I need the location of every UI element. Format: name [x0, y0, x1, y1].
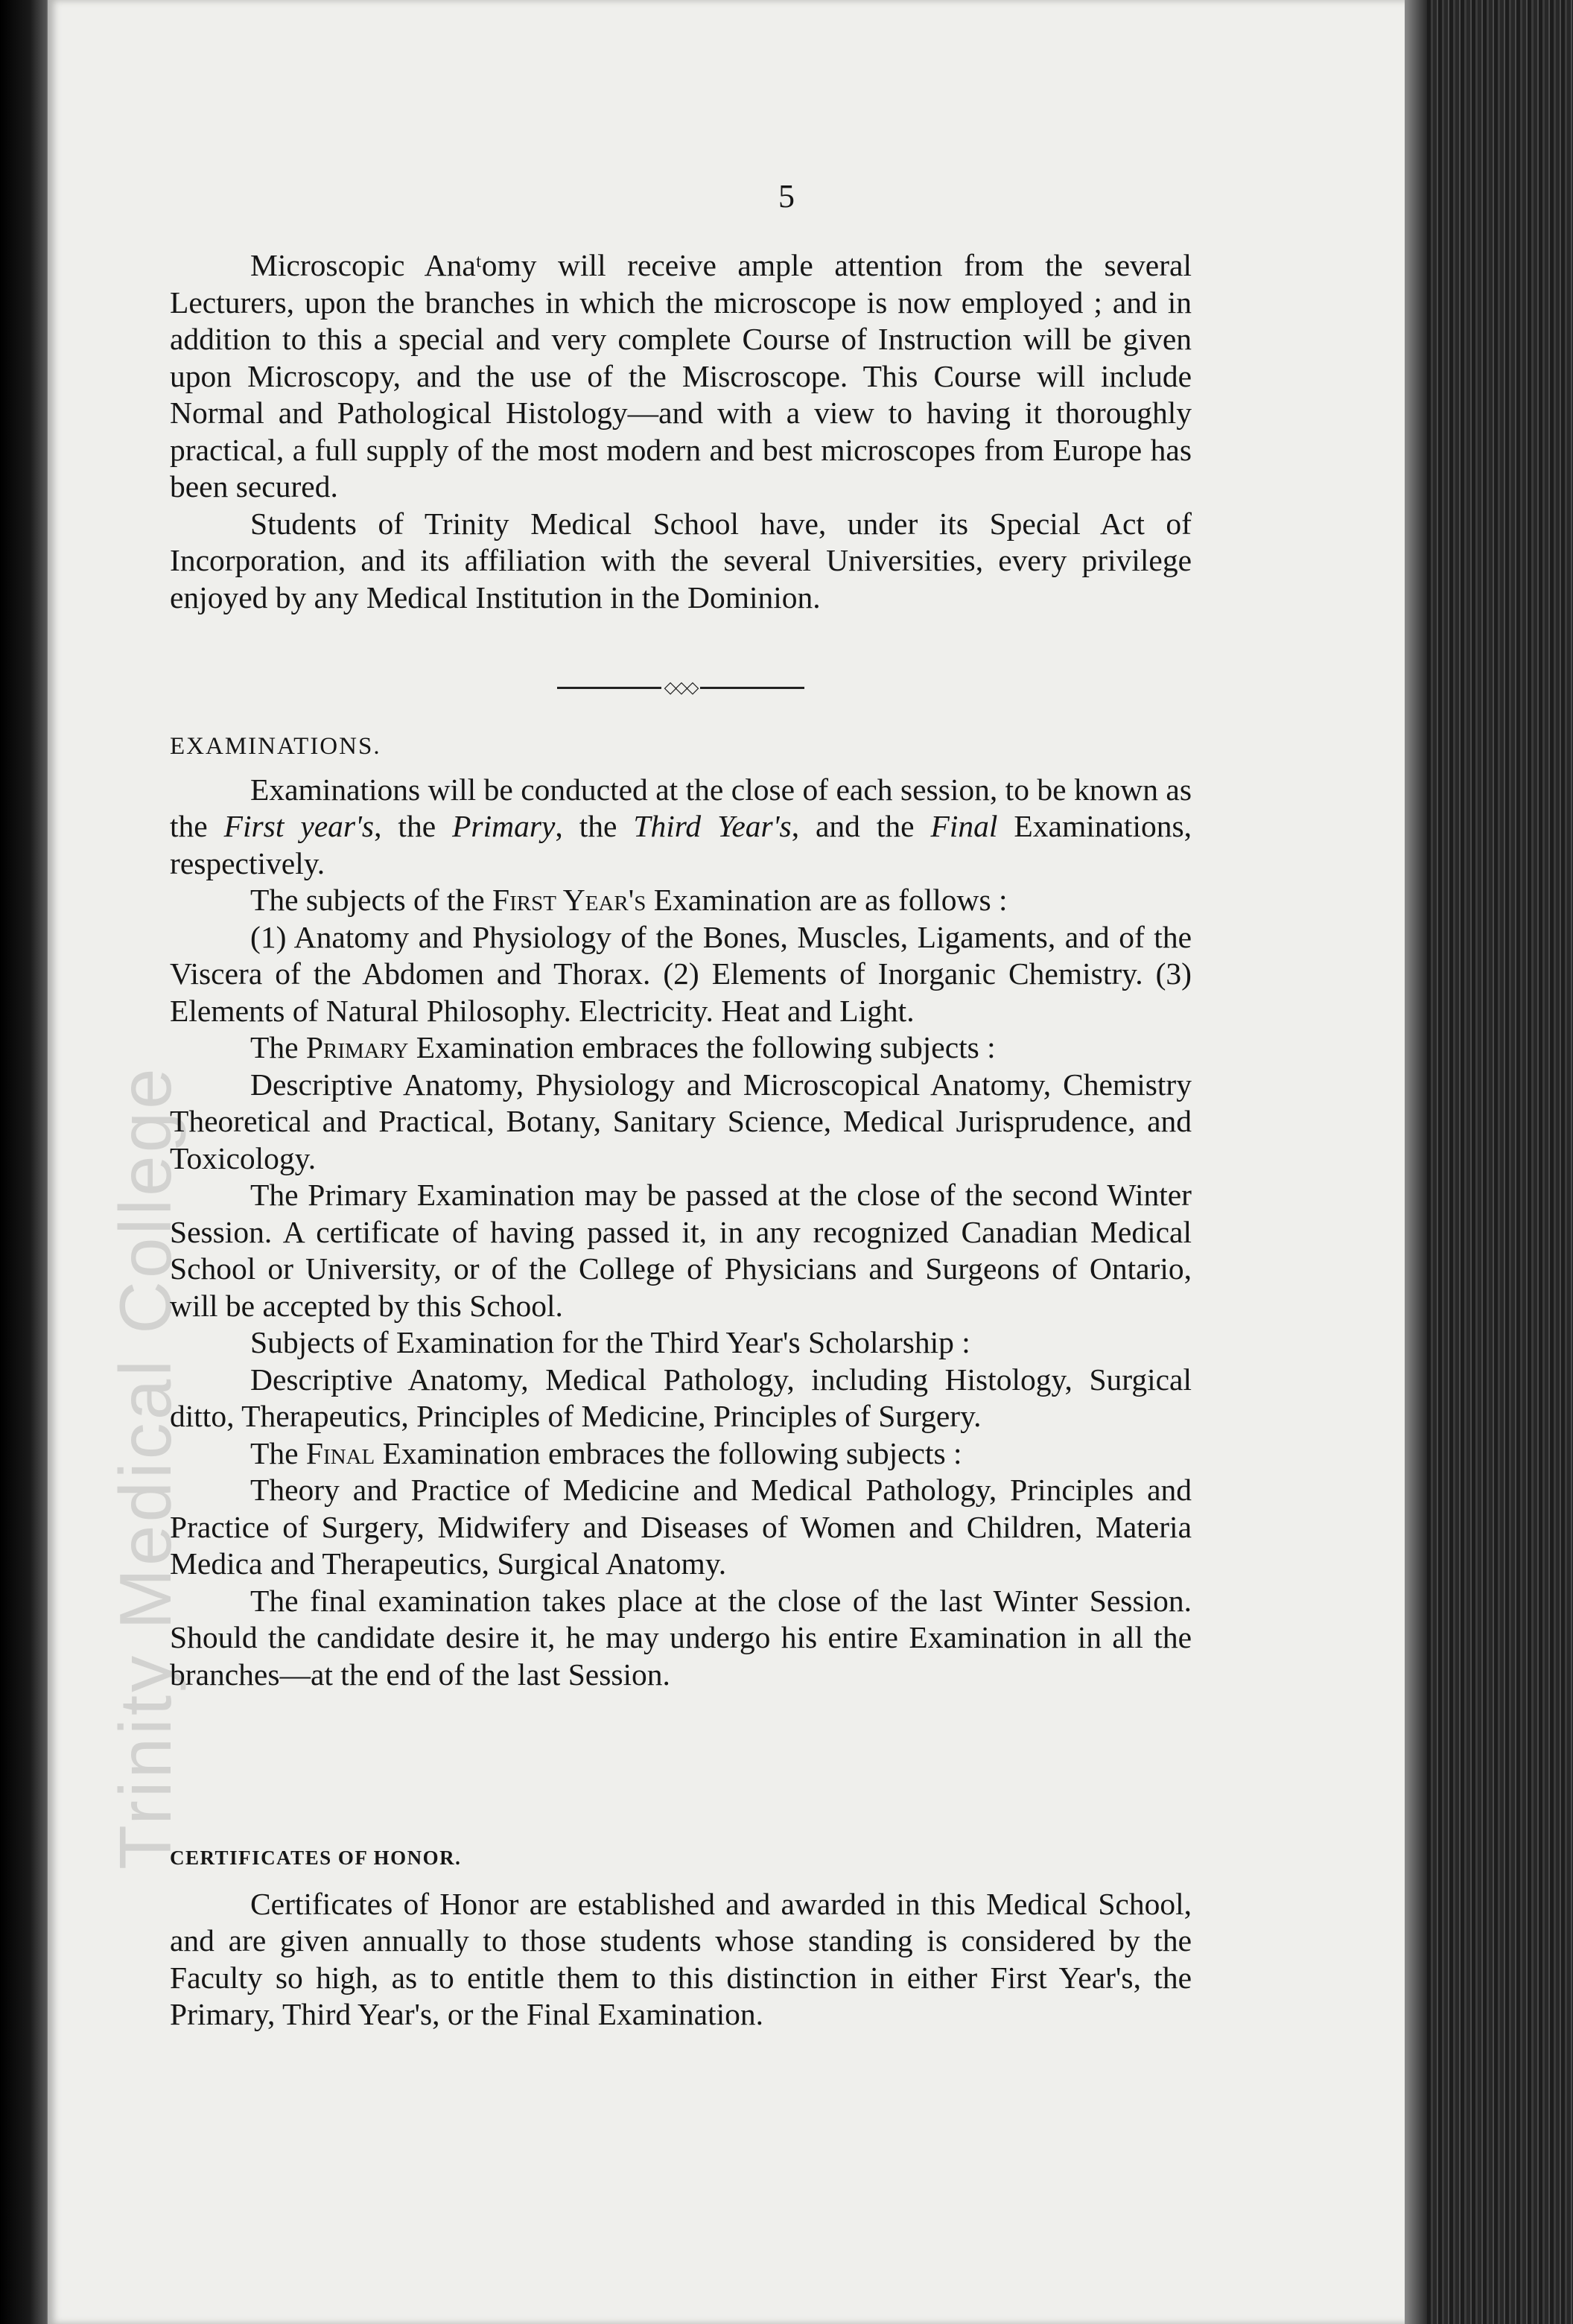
- paragraph-primary-passing: The Primary Examination may be passed at the close of the second Winter Session. A certificate of having passed it, in any recognized Canadian Medical School or University, or of the College of Physicians and Surgeons of Ontario, will be accepted by this School.: [170, 1178, 1192, 1323]
- paragraph-examinations-intro: Examinations will be conducted at the close of each session, to be known as the First year's, the Primary, the Third Year's, and the Final Examinations, respectively.: [170, 772, 1192, 880]
- paragraph-microscopy: Microscopic Anaᵗomy will receive ample attention from the several Lecturers, upon the branches in which the microscope is now employed ; and in addition to this a special and very complete Course of Instruction will be given upon Microscopy, and the use of the Miscroscope. This Course will include Normal and Pathological Histology—and with a view to having it thoroughly practical, a full supply of the most modern and best microscopes from Europe has been secured.: [170, 248, 1192, 504]
- intro-section: [170, 247, 1192, 616]
- page-number: 5: [778, 178, 795, 215]
- library-stamp: Trinity Medical College: [104, 1065, 186, 1870]
- paragraph-certificates: Certificates of Honor are established and awarded in this Medical School, and are given annually to those students whose standing is considered by the Faculty so high, as to entitle them to this distinction in either First Year's, the Primary, Third Year's, or the Final Examination.: [170, 1886, 1192, 2031]
- book-page-edges: [1405, 0, 1573, 2324]
- heading-examinations: EXAMINATIONS.: [170, 733, 381, 760]
- divider-ornament: ◇◇◇: [664, 678, 698, 696]
- paragraph-third-year-subjects: Descriptive Anatomy, Medical Pathology, including Histology, Surgical ditto, Therapeutics, Principles of Medicine, Principles of Surgery.: [170, 1362, 1192, 1433]
- paragraph-final: The Final Examination embraces the following subjects :: [250, 1435, 962, 1470]
- scan-left-margin: [0, 0, 52, 2324]
- heading-certificates: CERTIFICATES OF HONOR.: [170, 1847, 462, 1869]
- divider: [170, 679, 1192, 696]
- paragraph-final-subjects: Theory and Practice of Medicine and Medical Pathology, Principles and Practice of Surgery, Midwifery and Diseases of Women and Children, Materia Medica and Therapeutics, Surgical Anatomy.: [170, 1473, 1192, 1581]
- paragraph-primary: The Primary Examination embraces the following subjects :: [250, 1030, 996, 1064]
- paragraph-first-year: The subjects of the First Year's Examination are as follows :: [250, 883, 1008, 917]
- examinations-section: [170, 728, 1192, 1693]
- paragraph-first-year-subjects: (1) Anatomy and Physiology of the Bones, Muscles, Ligaments, and of the Viscera of the Abdomen and Thorax. (2) Elements of Inorganic Chemistry. (3) Elements of Natural Philosophy. Electricity. Heat and Light.: [170, 919, 1192, 1028]
- paragraph-privileges: Students of Trinity Medical School have, under its Special Act of Incorporation, and its affiliation with the several Universities, every privilege enjoyed by any Medical Institution in the Dominion.: [170, 506, 1192, 615]
- certificates-section: [170, 1840, 1192, 2034]
- paragraph-third-year: Subjects of Examination for the Third Year's Scholarship :: [250, 1325, 970, 1359]
- paragraph-primary-subjects: Descriptive Anatomy, Physiology and Microscopical Anatomy, Chemistry Theoretical and Practical, Botany, Sanitary Science, Medical Jurisprudence, and Toxicology.: [170, 1067, 1192, 1175]
- paragraph-final-timing: The final examination takes place at the close of the last Winter Session. Should the candidate desire it, he may undergo his entire Examination in all the branches—at the end of the last Session.: [170, 1583, 1192, 1692]
